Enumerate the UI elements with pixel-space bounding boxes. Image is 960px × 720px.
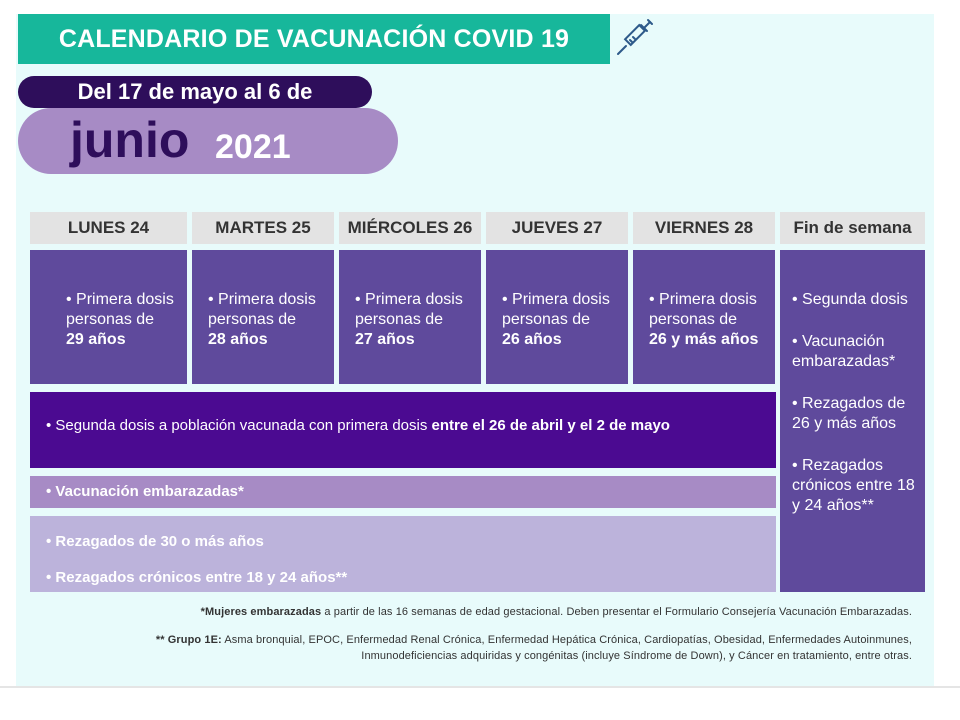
day-cell-wednesday: • Primera dosis personas de 27 años (339, 250, 481, 384)
footnote-pregnant (132, 604, 912, 620)
day-cell-text: Primera dosis personas de (355, 291, 463, 328)
weekend-item: Segunda dosis (802, 291, 908, 308)
second-dose-dates: entre el 26 de abril y el 2 de mayo (431, 417, 670, 434)
day-header-tuesday: MARTES 25 (192, 212, 334, 244)
footnote-pregnant-label: *Mujeres embarazadas (200, 606, 322, 618)
day-cell-text: Primera dosis personas de (649, 291, 757, 328)
day-header-monday: LUNES 24 (30, 212, 187, 244)
day-cell-age: 26 y más años (649, 331, 759, 348)
weekend-cell: • Segunda dosis • Vacunación embarazadas* • Rezagados de 26 y más años • Rezagados crónicos entre 18 y 24 años** (780, 250, 925, 592)
day-cell-text: Primera dosis personas de (502, 291, 610, 328)
syringe-icon (614, 18, 654, 58)
day-cell-age: 27 años (355, 331, 415, 348)
lagging-item: Rezagados crónicos entre 18 y 24 años** (55, 569, 348, 586)
weekend-item: Vacunación embarazadas* (792, 333, 896, 370)
date-range-month: junio (70, 112, 190, 168)
weekend-item: Rezagados de 26 y más años (792, 395, 906, 432)
footnote-pregnant-text: a partir de las 16 semanas de edad gestacional. Deben presentar el Formulario Consejería Vacunación Embarazadas. (321, 606, 912, 618)
divider (0, 686, 960, 688)
day-cell-age: 28 años (208, 331, 268, 348)
pregnant-text: Vacunación embarazadas* (55, 483, 244, 500)
day-cell-text: Primera dosis personas de (208, 291, 316, 328)
day-header-thursday: JUEVES 27 (486, 212, 628, 244)
lagging-item: Rezagados de 30 o más años (55, 533, 264, 550)
day-cell-friday: • Primera dosis personas de 26 y más años (633, 250, 775, 384)
pregnant-band: • Vacunación embarazadas* (30, 476, 776, 508)
second-dose-band: • Segunda dosis a población vacunada con primera dosis entre el 26 de abril y el 2 de mayo (30, 392, 776, 468)
footnote-group-label: ** Grupo 1E: (155, 634, 222, 646)
page-title: CALENDARIO DE VACUNACIÓN COVID 19 (18, 14, 610, 64)
second-dose-text: Segunda dosis a población vacunada con primera dosis (55, 417, 432, 434)
weekend-item: Rezagados crónicos entre 18 y 24 años** (792, 457, 915, 514)
footnote-group-1e (112, 632, 912, 664)
day-header-wednesday: MIÉRCOLES 26 (339, 212, 481, 244)
day-cell-thursday: • Primera dosis personas de 26 años (486, 250, 628, 384)
day-cell-age: 29 años (66, 331, 126, 348)
lagging-band: • Rezagados de 30 o más años • Rezagados crónicos entre 18 y 24 años** (30, 516, 776, 592)
day-cell-text: Primera dosis personas de (66, 291, 174, 328)
day-cell-tuesday: • Primera dosis personas de 28 años (192, 250, 334, 384)
day-cell-monday: • Primera dosis personas de 29 años (30, 250, 187, 384)
date-range-start: Del 17 de mayo al 6 de (18, 76, 372, 108)
day-header-weekend: Fin de semana (780, 212, 925, 244)
day-header-friday: VIERNES 28 (633, 212, 775, 244)
footnote-group-text: Asma bronquial, EPOC, Enfermedad Renal Crónica, Enfermedad Hepática Crónica, Cardiopatías, Obesidad, Enfermedades Autoinmunes, Inmunodeficiencias adquiridas y congénitas (incluye Síndrome de Down), y Cáncer en tratamiento, entre otras. (221, 634, 912, 662)
date-range-year: 2021 (215, 128, 291, 166)
day-cell-age: 26 años (502, 331, 562, 348)
